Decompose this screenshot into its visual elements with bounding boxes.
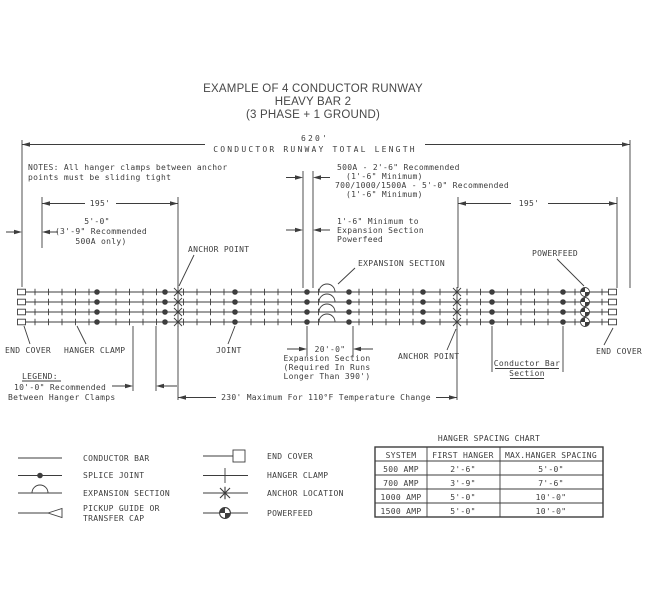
chart-cell-max: 7'-6": [538, 479, 564, 488]
legend-note-line1: 10'-0" Recommended: [14, 383, 107, 392]
dim-expansion-gap-line3: (Required In Runs: [283, 363, 371, 372]
dim-max-run-label: 230' Maximum For 110°F Temperature Change: [221, 393, 431, 402]
callout-end-cover-right: [596, 328, 642, 356]
anchor-point-right-label: ANCHOR POINT: [398, 352, 460, 361]
chart-row: [383, 465, 564, 474]
end-cover-symbol: [233, 450, 245, 462]
end-cover-left-label: END COVER: [5, 346, 52, 355]
chart-cell-first: 2'-6": [450, 465, 476, 474]
dimension-powerfeed-clearance: [286, 163, 509, 288]
hanger-clamp-symbol: [203, 468, 248, 483]
hanger-chart-title: HANGER SPACING CHART: [437, 434, 541, 443]
callout-expansion-section: [338, 259, 445, 284]
chart-header-max-spacing: MAX.HANGER SPACING: [504, 451, 598, 460]
dim-pf-clearance-line3: 700/1000/1500A - 5'-0" Recommended: [335, 181, 509, 190]
hanger-spacing-chart: [375, 434, 603, 517]
legend-hanger-clamp-label: HANGER CLAMP: [267, 471, 329, 480]
splice-joint-symbol: [37, 473, 43, 479]
legend-expansion-section-label: EXPANSION SECTION: [83, 489, 170, 498]
dimension-total-length: [22, 134, 630, 288]
drawing-title-line1: EXAMPLE OF 4 CONDUCTOR RUNWAY: [203, 83, 423, 95]
chart-cell-max: 10'-0": [535, 493, 567, 502]
legend-note-line2: Between Hanger Clamps: [8, 393, 116, 402]
hanger-clamp-label: HANGER CLAMP: [64, 346, 126, 355]
dim-total-label: CONDUCTOR RUNWAY TOTAL LENGTH: [213, 145, 417, 154]
dim-expansion-gap-line4: Longer Than 390'): [283, 372, 371, 381]
dimension-first-hanger: [6, 217, 147, 246]
dim-first-hanger-line1: 5'-0": [84, 217, 110, 226]
dimension-expansion-gap: [284, 326, 373, 381]
chart-cell-system: 1500 AMP: [380, 507, 422, 516]
legend-conductor-bar-label: CONDUCTOR BAR: [83, 454, 150, 463]
callout-hanger-clamp: [64, 326, 125, 355]
dim-expansion-gap-line2: Expansion Section: [283, 354, 371, 363]
dim-first-hanger-line2: (3'-9" Recommended: [54, 227, 148, 236]
symbol-legend-col2: [203, 450, 344, 518]
legend-powerfeed-label: POWERFEED: [267, 509, 314, 518]
legend-splice-joint-label: SPLICE JOINT: [83, 471, 145, 480]
callout-anchor-point-right: [398, 329, 459, 361]
callout-end-cover-left: [5, 326, 51, 355]
conductor-bar-section-line2: Section: [509, 369, 545, 378]
legend-anchor-location-label: ANCHOR LOCATION: [267, 489, 344, 498]
dim-exp-clearance-line3: Powerfeed: [337, 235, 384, 244]
dim-right-section-value: 195': [518, 199, 540, 208]
legend-pickup-guide-label2: TRANSFER CAP: [83, 514, 145, 523]
pickup-guide-symbol: [48, 509, 62, 518]
powerfeed-legend-symbol: [220, 508, 231, 519]
dim-pf-clearance-line1: 500A - 2'-6" Recommended: [337, 163, 460, 172]
powerfeed-label: POWERFEED: [532, 249, 579, 258]
end-cover-right-label: END COVER: [596, 347, 643, 356]
dim-total-value: 620': [300, 134, 330, 143]
notes-line1: NOTES: All hanger clamps between anchor: [28, 163, 228, 172]
notes-line2: points must be sliding tight: [28, 173, 172, 182]
joint-label: JOINT: [216, 346, 242, 355]
conductor-bar-section-line1: Conductor Bar: [493, 359, 561, 368]
callout-conductor-bar-section: [492, 326, 563, 379]
legend-note-heading: LEGEND:: [22, 372, 58, 381]
chart-row: [381, 493, 567, 502]
dimension-right-section: [458, 197, 617, 288]
expansion-section-label: EXPANSION SECTION: [358, 259, 445, 268]
callout-powerfeed: [532, 249, 584, 286]
conductor-runway: [18, 284, 617, 327]
callout-anchor-point-left: [179, 245, 249, 286]
chart-header-system: SYSTEM: [385, 451, 417, 460]
chart-cell-max: 5'-0": [538, 465, 564, 474]
legend-end-cover-label: END COVER: [267, 452, 314, 461]
chart-row: [381, 507, 567, 516]
chart-cell-first: 3'-9": [450, 479, 476, 488]
chart-cell-first: 5'-0": [450, 493, 476, 502]
dim-pf-clearance-line2: (1'-6" Minimum): [346, 172, 423, 181]
dim-exp-clearance-line1: 1'-6" Minimum to: [337, 217, 419, 226]
chart-cell-max: 10'-0": [535, 507, 567, 516]
drawing-title-line2: HEAVY BAR 2: [274, 96, 352, 108]
dim-first-hanger-line3: 500A only): [75, 237, 127, 246]
drawing-title-line3: (3 PHASE + 1 GROUND): [245, 109, 381, 121]
chart-cell-system: 700 AMP: [383, 479, 419, 488]
chart-cell-system: 500 AMP: [383, 465, 419, 474]
dim-expansion-gap-value: 20'-0": [314, 345, 346, 354]
expansion-section-symbol: [18, 485, 62, 493]
anchor-point-left-label: ANCHOR POINT: [188, 245, 250, 254]
symbol-legend-col1: [18, 454, 170, 523]
chart-row: [383, 479, 564, 488]
chart-cell-first: 5'-0": [450, 507, 476, 516]
dim-pf-clearance-line4: (1'-6" Minimum): [346, 190, 423, 199]
chart-cell-system: 1000 AMP: [380, 493, 422, 502]
legend-pickup-guide-label1: PICKUP GUIDE OR: [83, 504, 160, 513]
dim-left-section-value: 195': [89, 199, 111, 208]
legend-note: [8, 326, 177, 402]
callout-joint: [216, 326, 242, 355]
dim-exp-clearance-line2: Expansion Section: [337, 226, 424, 235]
chart-header-first-hanger: FIRST HANGER: [432, 451, 494, 460]
